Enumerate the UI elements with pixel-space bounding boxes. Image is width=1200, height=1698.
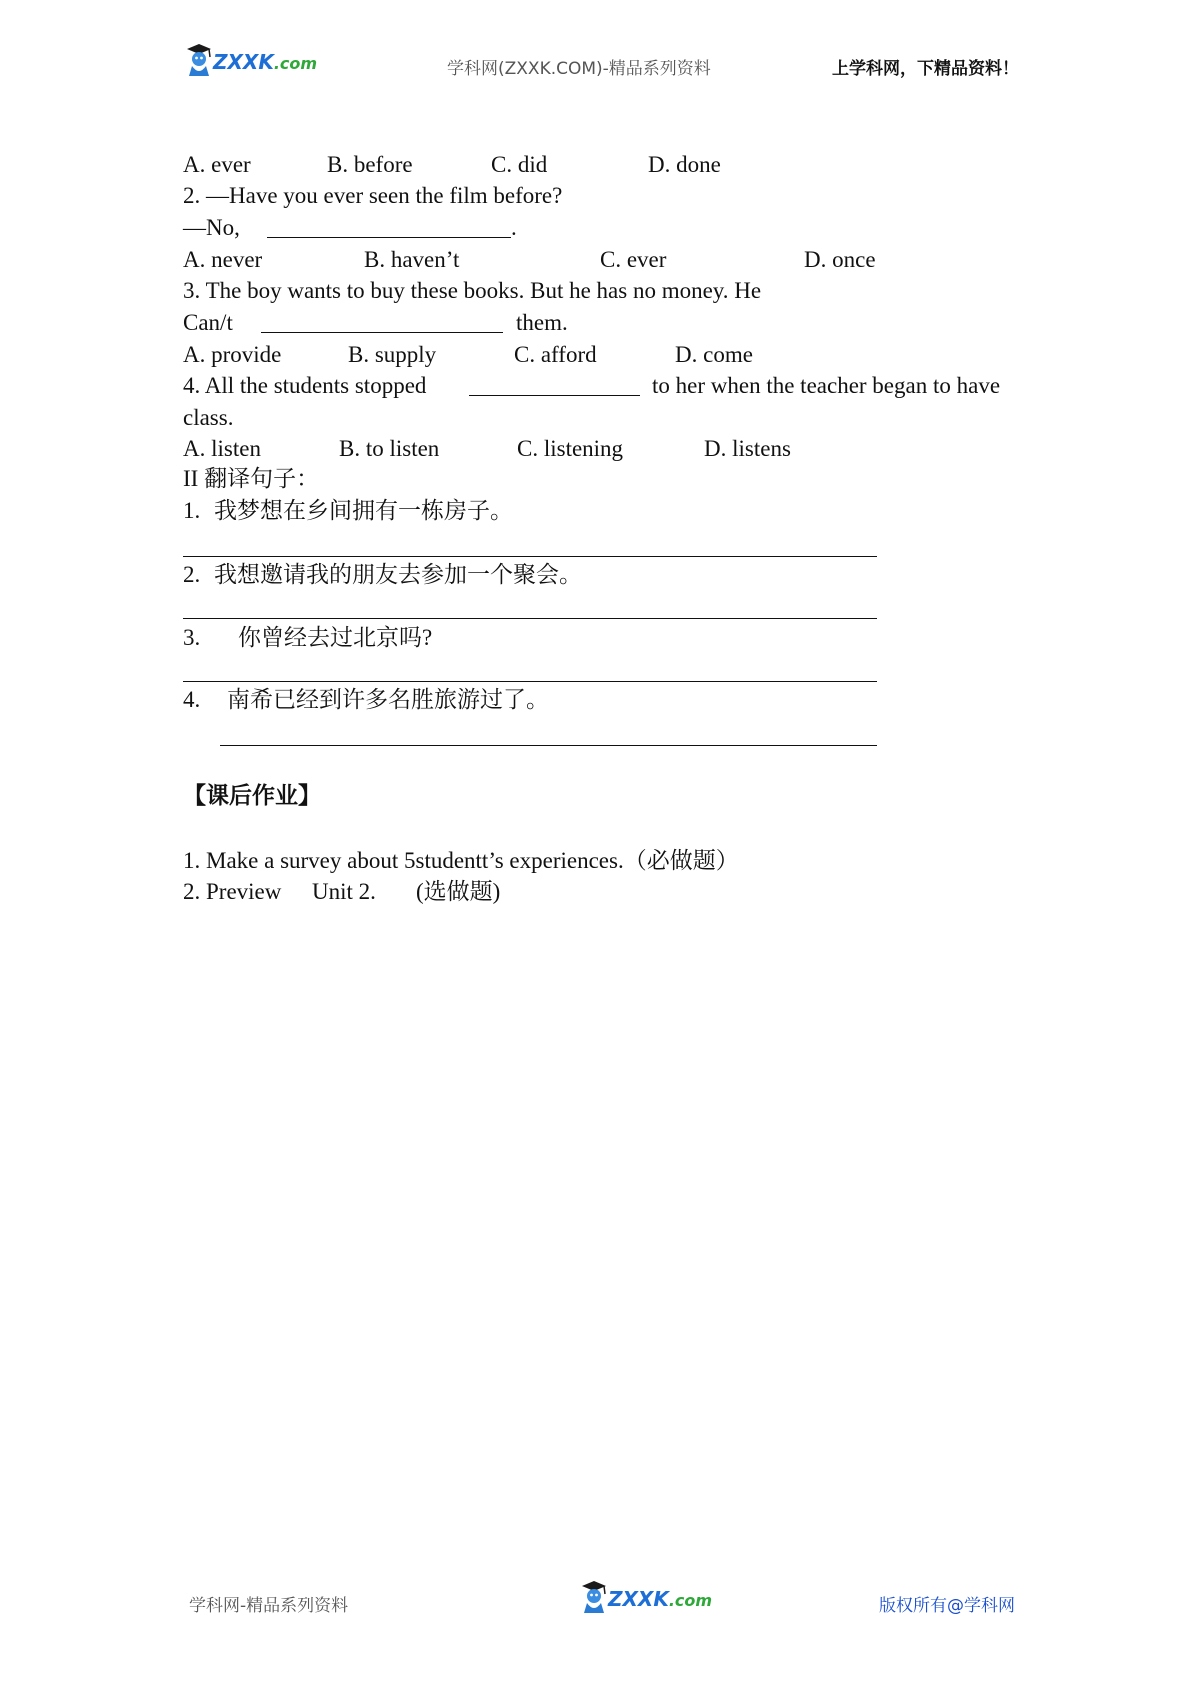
translation-answer-line xyxy=(183,618,877,619)
q2-reply-end: . xyxy=(511,215,517,240)
homework-heading: 【课后作业】 xyxy=(183,783,321,808)
footer-zxxk-logo xyxy=(578,1578,712,1616)
q2-option-a: A. never xyxy=(183,247,263,272)
footer-logo-main-text: ZXXK xyxy=(608,1587,669,1611)
q4-answer-blank xyxy=(469,395,640,396)
footer-copyright: 版权所有@学科网 xyxy=(879,1596,1015,1616)
svg-text:ZXXK.com xyxy=(607,1587,712,1611)
q4-stem-start: 4. All the students stopped xyxy=(183,373,427,398)
q4-stem-end: to her when the teacher began to have xyxy=(652,373,1001,398)
q2-reply: —No, xyxy=(183,215,240,240)
translation-item-text: 我想邀请我的朋友去参加一个聚会。 xyxy=(214,562,582,587)
translation-item-text: 南希已经到许多名胜旅游过了。 xyxy=(227,687,549,712)
translation-item-number: 1. xyxy=(183,498,201,523)
translation-item-number: 3. xyxy=(183,625,201,650)
q1-option-c: C. did xyxy=(491,152,548,177)
translation-answer-line xyxy=(220,745,877,746)
q4-option-a: A. listen xyxy=(183,436,261,461)
homework-item-2-note: (选做题) xyxy=(416,879,501,904)
q2-stem: 2. —Have you ever seen the film before? xyxy=(183,183,563,208)
q3-answer-blank xyxy=(261,332,503,333)
q2-answer-blank xyxy=(267,237,511,238)
svg-text:ZXXK.com xyxy=(212,50,317,74)
footer-left-text: 学科网-精品系列资料 xyxy=(189,1596,349,1616)
q1-option-a: A. ever xyxy=(183,152,251,177)
q4-option-c: C. listening xyxy=(517,436,624,461)
translation-item-text: 我梦想在乡间拥有一栋房子。 xyxy=(214,498,513,523)
q3-tail: them. xyxy=(516,310,568,335)
q4-option-b: B. to listen xyxy=(339,436,440,461)
q3-option-c: C. afford xyxy=(514,342,597,367)
header-center-title: 学科网(ZXXK.COM)-精品系列资料 xyxy=(447,59,711,79)
mascot-icon xyxy=(187,44,211,76)
logo-main-text: ZXXK xyxy=(213,50,274,74)
mascot-icon xyxy=(582,1581,606,1613)
q3-stem: 3. The boy wants to buy these books. But he has no money. He xyxy=(183,278,762,303)
footer-logo-suffix-text: .com xyxy=(668,1591,712,1610)
translation-item-number: 4. xyxy=(183,687,201,712)
logo-suffix-text: .com xyxy=(273,54,317,73)
header-slogan: 上学科网，下精品资料！ xyxy=(832,59,1019,79)
translation-item-text: 你曾经去过北京吗? xyxy=(238,625,433,650)
homework-item-2-unit: Unit 2. xyxy=(312,879,376,904)
homework-item-2-label: 2. Preview xyxy=(183,879,282,904)
q2-option-b: B. haven’t xyxy=(364,247,460,272)
q2-option-d: D. once xyxy=(804,247,876,272)
q2-option-c: C. ever xyxy=(600,247,667,272)
translation-item-number: 2. xyxy=(183,562,201,587)
q1-option-d: D. done xyxy=(648,152,721,177)
q1-option-b: B. before xyxy=(327,152,413,177)
q3-lead: Can/t xyxy=(183,310,233,335)
homework-item-1: 1. Make a survey about 5studentt’s experiences.（必做题） xyxy=(183,848,739,873)
zxxk-logo xyxy=(183,40,317,80)
translation-heading: II 翻译句子： xyxy=(183,466,320,491)
q4-option-d: D. listens xyxy=(704,436,791,461)
q3-option-d: D. come xyxy=(675,342,753,367)
q3-option-a: A. provide xyxy=(183,342,282,367)
q4-stem-wrap: class. xyxy=(183,405,234,430)
translation-answer-line xyxy=(183,681,877,682)
q3-option-b: B. supply xyxy=(348,342,437,367)
translation-answer-line xyxy=(183,556,877,557)
